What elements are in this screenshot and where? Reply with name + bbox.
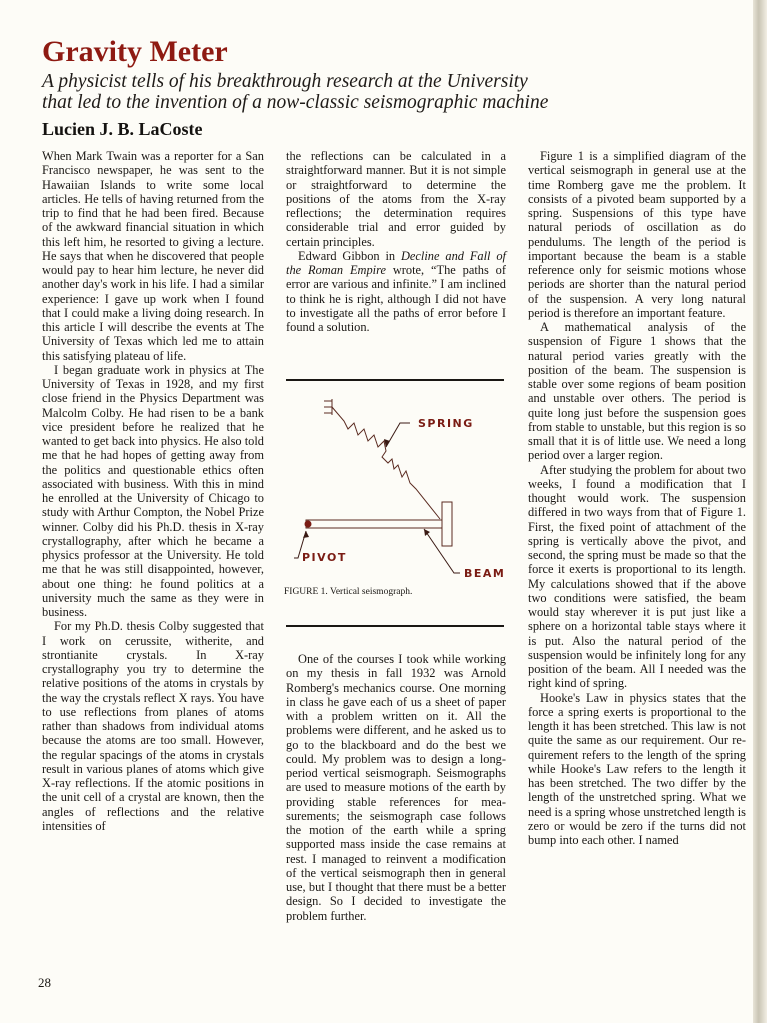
pivot-label: PIVOT xyxy=(302,551,347,564)
book-title: Decline and Fall of the Roman Empire xyxy=(286,248,506,277)
paragraph: I began graduate work in physics at The University of Texas in 1928, and my first close friend in the Physics Department was Malcolm Colby. He had risen to be a bank vice president before he realized that he wanted to get back into physics. He also told me that he had hopes of getting away from the politics and questionable ethics often associated with business. With this in mind he enrolled at the University of Chicago to study with Arthur Compton, the Nobel Prize winner. Colby did his Ph.D. thesis in X-ray crystallography, after which he became a physics professor at the University. He told me that he was still disappointed, however, about one thing: he found politics at a university much the same as they were in business. xyxy=(42,362,264,619)
spring-label: SPRING xyxy=(418,417,474,430)
subtitle-line-2: that led to the invention of a now-classic seismographic machine xyxy=(42,92,549,113)
beam-label: BEAM xyxy=(464,567,506,580)
page-number: 28 xyxy=(38,975,51,990)
paragraph: When Mark Twain was a reporter for a San Francisco newspaper, he was sent to the Hawaiian Islands to write some local articles. He tells of having returned from the trip to find that he had been fired. Because of the awkward financial situation in which this left him, he resorted to giving a lecture. He says that when he discovered that people would pay to hear him lecture, he never did another day's work in his life. I had a similar experience: I gave up work when I found that I could make a living doing research. In this article I will describe the events at The University of Texas which led me to attain this satisfying plateau of life. xyxy=(42,149,264,363)
text-column-2-top xyxy=(286,149,506,334)
paragraph: For my Ph.D. thesis Colby suggested that I work on cerussite, witherite, and strontianite crystals. In X-ray crystallography you try to determine the relative positions of the atoms in crystals by the way the crystals reflect X rays. You have to use reflections from planes of atoms rather than shadows from individual atoms because the atoms are too small. However, the regular spacings of the atoms in crystals result in various planes of atoms which give X-ray reflections. If the atomic positions in the unit cell of a crystal are known, then the angles of reflections and the relative intensities of xyxy=(42,619,264,833)
article-title: Gravity Meter xyxy=(42,35,228,68)
paragraph: One of the courses I took while working on my thesis in fall 1932 was Arnold Romberg's mechanics course. One morning in class he gave each of us a sheet of paper with a problem written on it. All the problems were different, and he asked us to go to the blackboard and do the best we could. My problem was to design a long-period vertical seismograph. Seismographs are used to measure motions of the earth by providing stable references for measurements; the seismograph case follows the motion of the earth while a spring supported mass inside the case remains at rest. I managed to reinvent a modification of the vertical seismograph then in general use, but I thought that there must be a better design. So I decided to investigate the problem further. xyxy=(286,652,506,923)
paragraph: the reflections can be calculated in a straightforward manner. But it is not simple or straightforward to determine the positions of the atoms from the X-ray reflections; the determination requires considerable trial and error guided by certain principles. xyxy=(286,149,506,249)
paragraph: After studying the problem for about two weeks, I found a modification that I thought would work. The suspension differed in two ways from that of Figure 1. First, the fixed point of attachment of the spring is vertically above the pivot, and second, the spring must be made so that the force it exerts is proportional to its length. My calculations showed that if the above two conditions were satisfied, the beam would stay wherever it is put just like a sphere on a horizontal table stays where it is put. Also the natural period of the suspension would be infinitely long for any position of the beam. All I needed was the right kind of spring. xyxy=(528,462,746,691)
paragraph: A mathematical analysis of the suspension of Figure 1 shows that the natural period varies greatly with the position of the beam. The suspension is stable over some regions of beam position and unstable over others. The period is quite long just before the suspension goes from stable to unstable, but this region is so small that it is of little use. We need a long period over a larger region. xyxy=(528,320,746,463)
figure-bottom-rule xyxy=(286,625,504,627)
text-column-3 xyxy=(528,149,746,847)
figure-top-rule xyxy=(286,379,504,381)
text-column-1 xyxy=(42,149,264,833)
article-header xyxy=(42,36,722,139)
paragraph: Edward Gibbon in Decline and Fall of the Roman Empire wrote, “The paths of error are various and infinite.” I am inclined to think he is right, although I did not have to investigate all the paths of error before I found a solution. xyxy=(286,248,506,334)
text-column-2-bottom xyxy=(286,652,506,923)
article-subtitle xyxy=(42,71,722,113)
paragraph: Hooke's Law in physics states that the force a spring exerts is proportional to the length it has been stretched. This law is not quite the same as our requirement. Our requirement refers to the length of the spring while Hooke's Law refers to the length it has been stretched. The two differ by the length of the unstretched spring. What we need is a spring whose unstretched length is zero or would be zero if the turns did not bump into each other. I named xyxy=(528,690,746,847)
page-binding-edge xyxy=(753,0,767,1023)
figure-1-diagram xyxy=(282,385,522,585)
author-byline: Lucien J. B. LaCoste xyxy=(42,119,203,139)
subtitle-line-1: A physicist tells of his breakthrough research at the University xyxy=(42,71,528,92)
paragraph: Figure 1 is a simplified diagram of the vertical seismograph in general use at the time Romberg gave me the problem. It consists of a pivoted beam supported by a spring. Suspensions of this type have natural periods of oscillation as do pendulums. The length of the period is important because the beam is a stable reference only for seismic motions whose periods are shorter than the natural period of the suspension. A very long natural period is therefore an important feature. xyxy=(528,149,746,320)
figure-caption: FIGURE 1. Vertical seismograph. xyxy=(284,587,413,597)
